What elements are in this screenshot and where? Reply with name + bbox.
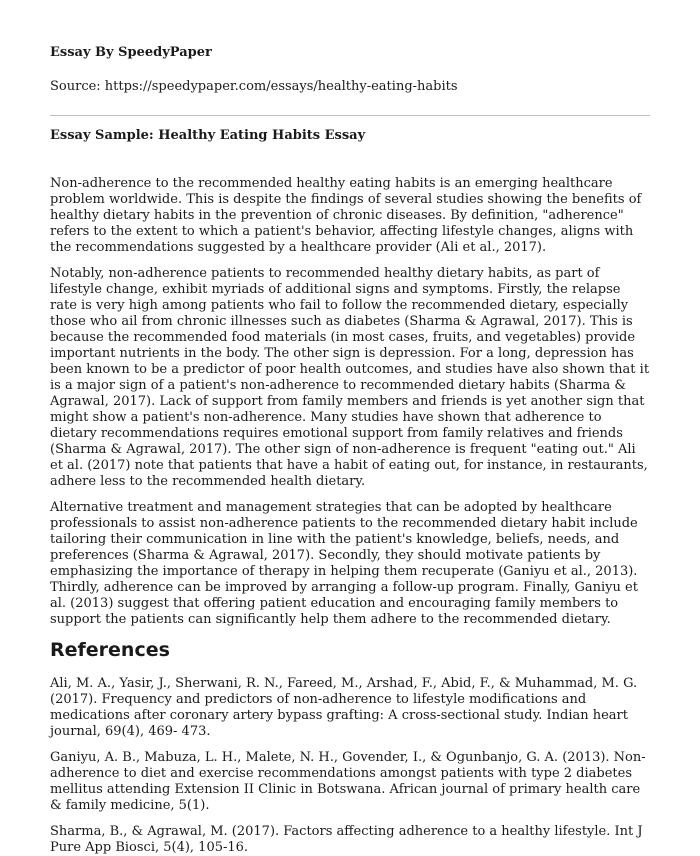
references-list bbox=[50, 676, 650, 856]
essay-title: Essay Sample: Healthy Eating Habits Essay bbox=[50, 128, 366, 143]
paragraph: Alternative treatment and management strategies that can be adopted by healthcare professionals to assist non-adherence patients to the recommended dietary habit include tailoring their communication in line with the patient's knowledge, beliefs, needs, and preferences (Sharma & Agrawal, 2017). Secondly, they should motivate patients by emphasizing the importance of therapy in helping them recuperate (Ganiyu et al., 2013). Thirdly, adherence can be improved by arranging a follow-up program. Finally, Ganiyu et al. (2013) suggest that offering patient education and encouraging family members to support the patients can significantly help them adhere to the recommended dietary. bbox=[50, 500, 638, 627]
document-header-title: Essay By SpeedyPaper bbox=[50, 45, 212, 60]
references-heading: References bbox=[50, 639, 170, 661]
paragraph: Non-adherence to the recommended healthy eating habits is an emerging healthcare problem worldwide. This is despite the findings of several studies showing the benefits of healthy dietary habits in the prevention of chronic diseases. By definition, "adherence" refers to the extent to which a patient's behavior, affecting lifestyle changes, aligns with the recommendations suggested by a healthcare provider (Ali et al., 2017). bbox=[50, 176, 642, 255]
paragraph: Notably, non-adherence patients to recommended healthy dietary habits, as part of lifestyle change, exhibit myriads of additional signs and symptoms. Firstly, the relapse rate is very high among patients who fail to follow the recommended dietary, especially those who ail from chronic illnesses such as diabetes (Sharma & Agrawal, 2017). This is because the recommended food materials (in most cases, fruits, and vegetables) provide important nutrients in the body. The other sign is depression. For a long, depression has been known to be a predictor of poor health outcomes, and studies have also shown that it is a major sign of a patient's non-adherence to recommended dietary habits (Sharma & Agrawal, 2017). Lack of support from family members and friends is yet another sign that might show a patient's non-adherence. Many studies have shown that adherence to dietary recommendations requires emotional support from family relatives and friends (Sharma & Agrawal, 2017). The other sign of non-adherence is frequent "eating out." Ali et al. (2017) note that patients that have a habit of eating out, for instance, in restaurants, adhere less to the recommended health dietary. bbox=[50, 266, 650, 489]
reference-item: Sharma, B., & Agrawal, M. (2017). Factors affecting adherence to a healthy lifestyle. Int J Pure App Biosci, 5(4), 105-16. bbox=[50, 824, 643, 855]
source-line: Source: https://speedypaper.com/essays/healthy-eating-habits bbox=[50, 79, 458, 94]
reference-item: Ali, M. A., Yasir, J., Sherwani, R. N., Fareed, M., Arshad, F., Abid, F., & Muhammad, M. G. (2017). Frequency and predictors of non-adherence to lifestyle modifications and medications after coronary artery bypass grafting: A cross-sectional study. Indian heart journal, 69(4), 469- 473. bbox=[50, 676, 638, 739]
divider bbox=[50, 115, 650, 116]
reference-item: Ganiyu, A. B., Mabuza, L. H., Malete, N. H., Govender, I., & Ogunbanjo, G. A. (2013). Non-adherence to diet and exercise recommendations amongst patients with type 2 diabetes mellitus attending Extension II Clinic in Botswana. African journal of primary health care & family medicine, 5(1). bbox=[50, 750, 646, 813]
essay-body bbox=[50, 176, 650, 628]
